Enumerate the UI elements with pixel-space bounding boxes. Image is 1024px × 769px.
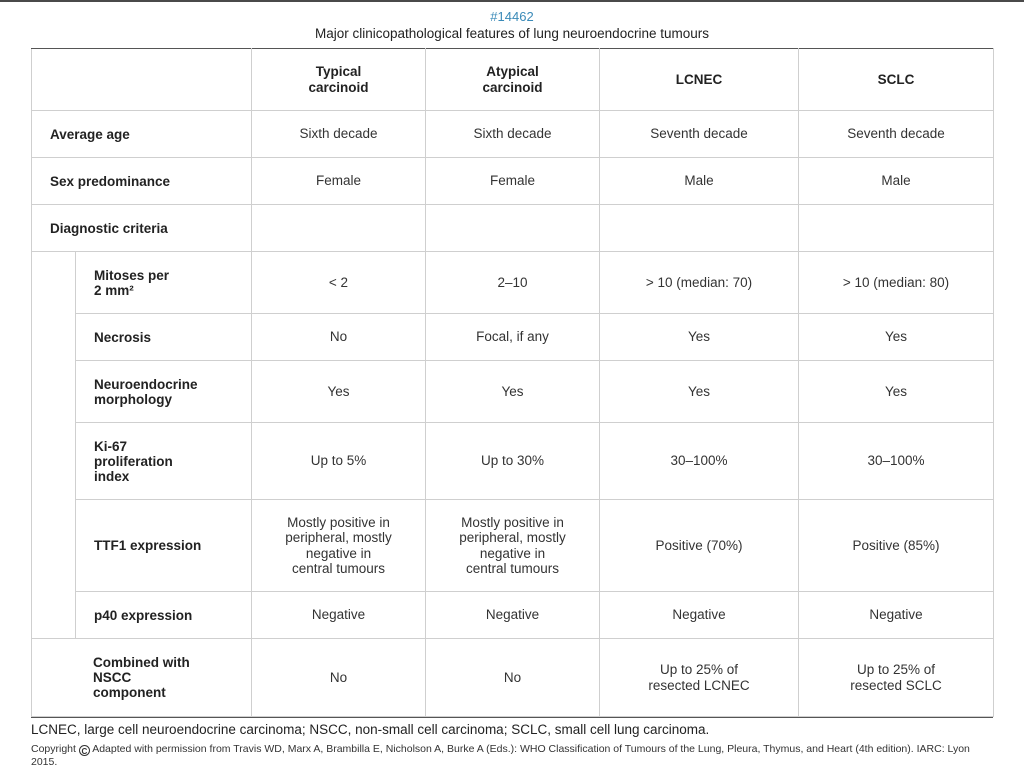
footnote: LCNEC, large cell neuroendocrine carcinoma; NSCC, non-small cell carcinoma; SCLC, small cell lung carcinoma. bbox=[31, 722, 710, 737]
table-cell: Negative bbox=[426, 592, 600, 639]
table-row bbox=[32, 500, 994, 592]
table-cell: 30–100% bbox=[600, 423, 799, 500]
row-label: Average age bbox=[32, 111, 252, 158]
table-cell: Yes bbox=[600, 361, 799, 423]
table-header-row bbox=[32, 49, 994, 111]
table-cell bbox=[799, 205, 994, 252]
top-rule bbox=[0, 0, 1024, 2]
copyright-icon: C bbox=[79, 745, 90, 756]
row-label: Combined with NSCC component bbox=[32, 639, 252, 717]
table-row bbox=[32, 252, 994, 314]
table-cell: Yes bbox=[426, 361, 600, 423]
copyright-notice bbox=[31, 743, 991, 769]
table-cell: No bbox=[252, 639, 426, 717]
table-cell: Negative bbox=[252, 592, 426, 639]
table-cell: > 10 (median: 80) bbox=[799, 252, 994, 314]
table-cell: Positive (85%) bbox=[799, 500, 994, 592]
bottom-rule bbox=[31, 717, 993, 718]
row-label: Ki-67 proliferation index bbox=[76, 423, 252, 500]
table-cell: Female bbox=[426, 158, 600, 205]
table-cell: Seventh decade bbox=[600, 111, 799, 158]
table-row bbox=[32, 639, 994, 717]
section-label: Diagnostic criteria bbox=[32, 205, 252, 252]
table-cell: Up to 30% bbox=[426, 423, 600, 500]
table-cell bbox=[252, 205, 426, 252]
indent-spacer bbox=[32, 252, 76, 639]
table-cell: < 2 bbox=[252, 252, 426, 314]
copyright-text: Adapted with permission from Travis WD, Marx A, Brambilla E, Nicholson A, Burke A (Eds.): WHO Classification of Tumours of the Lung, Pleura, Thymus, and Heart (4th edition). IARC: Lyon 2015. bbox=[31, 743, 970, 768]
column-header: LCNEC bbox=[600, 49, 799, 111]
table-row bbox=[32, 423, 994, 500]
table-cell: Yes bbox=[600, 314, 799, 361]
column-header: SCLC bbox=[799, 49, 994, 111]
header-corner-cell bbox=[32, 49, 252, 111]
table-cell: No bbox=[252, 314, 426, 361]
table-cell: Sixth decade bbox=[252, 111, 426, 158]
table-cell bbox=[426, 205, 600, 252]
row-label: Neuroendocrine morphology bbox=[76, 361, 252, 423]
table-row bbox=[32, 592, 994, 639]
row-label: Mitoses per 2 mm² bbox=[76, 252, 252, 314]
table-cell: No bbox=[426, 639, 600, 717]
row-label: Sex predominance bbox=[32, 158, 252, 205]
table-cell: 2–10 bbox=[426, 252, 600, 314]
row-label: Necrosis bbox=[76, 314, 252, 361]
row-label: TTF1 expression bbox=[76, 500, 252, 592]
figure-header bbox=[0, 9, 1024, 42]
figure-title: Major clinicopathological features of lung neuroendocrine tumours bbox=[315, 26, 709, 41]
table-cell: Male bbox=[799, 158, 994, 205]
table-cell: Positive (70%) bbox=[600, 500, 799, 592]
table-cell: Mostly positive in peripheral, mostly negative in central tumours bbox=[426, 500, 600, 592]
table-cell: Yes bbox=[799, 361, 994, 423]
table-row bbox=[32, 158, 994, 205]
table-cell: Negative bbox=[600, 592, 799, 639]
figure-id: #14462 bbox=[490, 9, 534, 24]
copyright-label: Copyright bbox=[31, 743, 76, 755]
table-cell: Up to 25% of resected SCLC bbox=[799, 639, 994, 717]
features-table bbox=[31, 48, 994, 717]
table-cell: Yes bbox=[252, 361, 426, 423]
table-cell: Seventh decade bbox=[799, 111, 994, 158]
table-row bbox=[32, 111, 994, 158]
table-cell: Mostly positive in peripheral, mostly negative in central tumours bbox=[252, 500, 426, 592]
table-cell: 30–100% bbox=[799, 423, 994, 500]
table-cell: Male bbox=[600, 158, 799, 205]
table-cell: Negative bbox=[799, 592, 994, 639]
column-header: Atypical carcinoid bbox=[426, 49, 600, 111]
table-cell: Sixth decade bbox=[426, 111, 600, 158]
column-header: Typical carcinoid bbox=[252, 49, 426, 111]
table-row bbox=[32, 361, 994, 423]
table-row bbox=[32, 205, 994, 252]
table-cell: Up to 25% of resected LCNEC bbox=[600, 639, 799, 717]
table-cell: Yes bbox=[799, 314, 994, 361]
table-cell: Female bbox=[252, 158, 426, 205]
table-cell: Focal, if any bbox=[426, 314, 600, 361]
table-row bbox=[32, 314, 994, 361]
table-cell bbox=[600, 205, 799, 252]
table-cell: > 10 (median: 70) bbox=[600, 252, 799, 314]
row-label: p40 expression bbox=[76, 592, 252, 639]
table-cell: Up to 5% bbox=[252, 423, 426, 500]
